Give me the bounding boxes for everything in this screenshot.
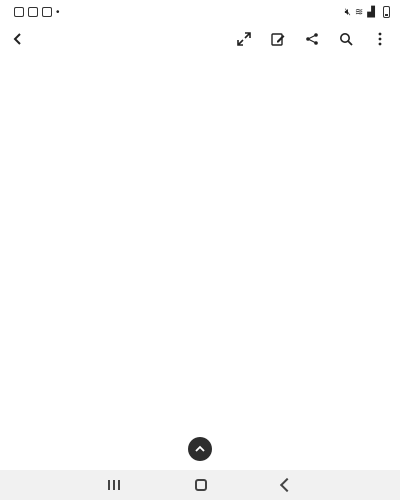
col-header [12, 56, 150, 63]
col-header [368, 56, 388, 63]
status-bar [0, 0, 400, 24]
table-header [12, 56, 390, 63]
test-name [12, 70, 150, 77]
recents-button[interactable] [108, 480, 120, 490]
more-dot-icon: • [56, 6, 60, 18]
home-button[interactable] [195, 479, 207, 491]
notification-icon [42, 7, 52, 17]
lab-code [368, 81, 388, 88]
battery-icon [383, 6, 390, 18]
signal-icon: ▟ [367, 6, 375, 18]
col-header [256, 56, 368, 63]
back-button[interactable] [4, 25, 32, 53]
reference-range [256, 70, 368, 77]
more-vert-icon [377, 32, 383, 46]
in-range-value [150, 81, 198, 88]
report-footer [12, 424, 390, 428]
test-name [12, 63, 150, 70]
notification-icon [14, 7, 24, 17]
expand-button[interactable] [230, 25, 258, 53]
edit-icon [271, 32, 285, 46]
table-row [12, 81, 390, 88]
share-button[interactable] [298, 25, 326, 53]
system-icons [345, 6, 390, 18]
notification-icon [28, 7, 38, 17]
out-of-range-row [12, 70, 390, 77]
col-header [150, 56, 198, 63]
out-of-range-value [198, 70, 256, 77]
chevron-up-icon [194, 443, 206, 455]
lab-report-page[interactable] [12, 56, 390, 436]
expand-icon [237, 32, 251, 46]
mute-icon: 🔇︎ [344, 6, 351, 18]
search-button[interactable] [332, 25, 360, 53]
out-of-range-value [198, 81, 256, 88]
share-icon [305, 32, 319, 46]
search-icon [339, 32, 353, 46]
edit-button[interactable] [264, 25, 292, 53]
out-of-range-row [12, 63, 390, 70]
wifi-icon: ≋ [354, 6, 364, 18]
nav-back-button[interactable] [280, 478, 294, 492]
reference-range [256, 81, 368, 88]
notification-icons [14, 7, 60, 18]
system-nav-bar [0, 470, 400, 500]
app-bar [0, 24, 400, 54]
more-options-button[interactable] [366, 25, 394, 53]
back-arrow-icon [11, 32, 25, 46]
test-name [12, 81, 150, 88]
col-header [198, 56, 256, 63]
scroll-up-button[interactable] [188, 437, 212, 461]
